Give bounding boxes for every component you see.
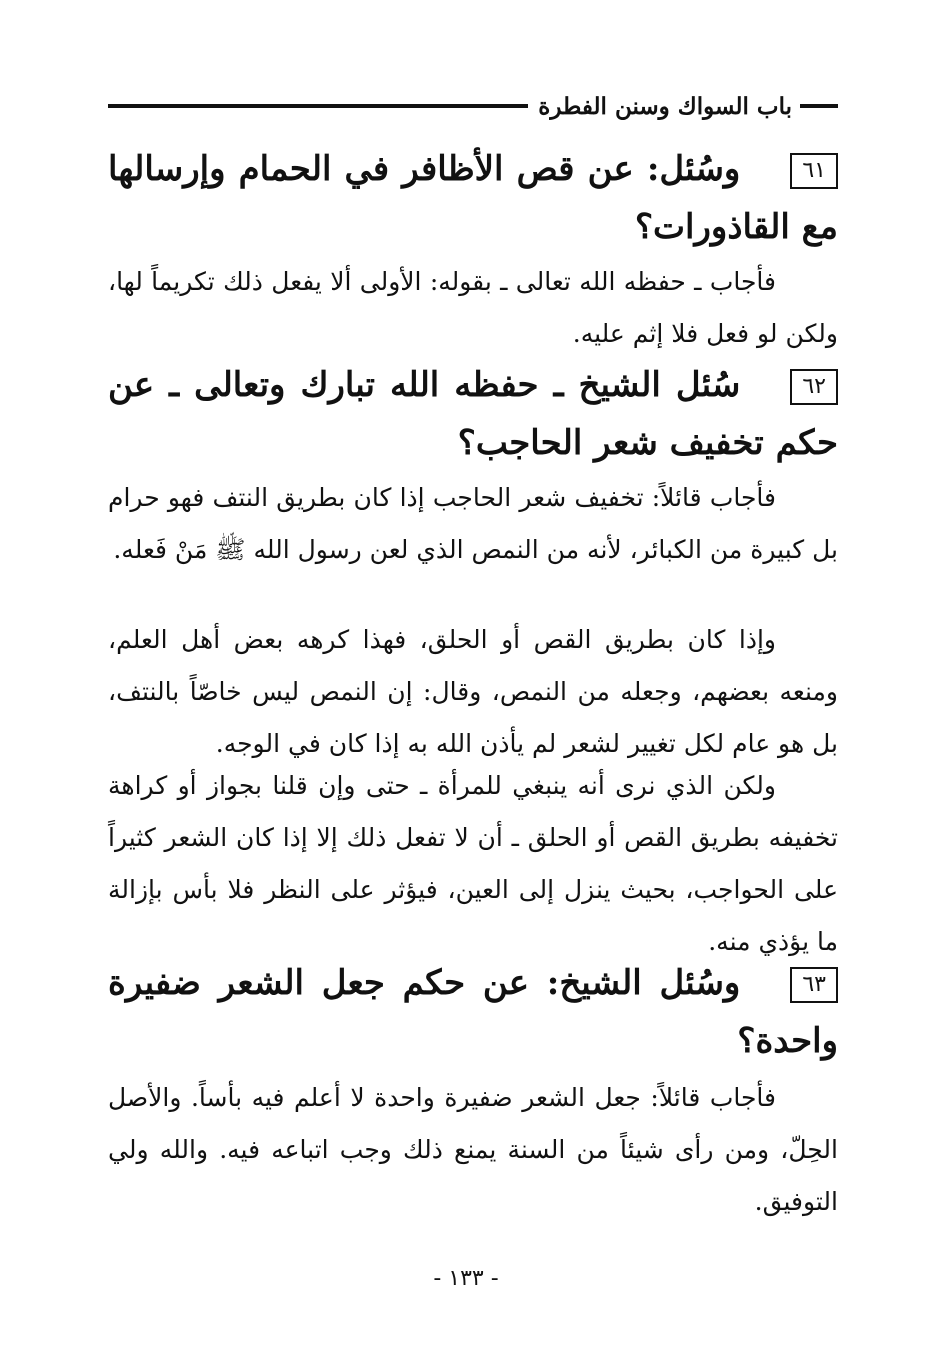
answer-paragraph: فأجاب قائلاً: تخفيف شعر الحاجب إذا كان بطريق النتف فهو حرام بل كبيرة من الكبائر، لأنه من النمص الذي لعن رسول الله ﷺ مَنْ فَعله. (108, 483, 838, 564)
question-number-box: ٦٢ (790, 369, 838, 405)
question-62 (108, 356, 838, 472)
header-rule-right (800, 104, 838, 108)
question-number-box: ٦٣ (790, 967, 838, 1003)
header-rule-left (108, 104, 528, 108)
question-61 (108, 140, 838, 256)
question-text: سُئل الشيخ ـ حفظه الله تبارك وتعالى ـ عن حكم تخفيف شعر الحاجب؟ (108, 365, 838, 463)
answer-paragraph: ولكن الذي نرى أنه ينبغي للمرأة ـ حتى وإن قلنا بجواز أو كراهة تخفيفه بطريق القص أو الحلق ـ أن لا تفعل ذلك إلا إذا كان الشعر كثيراً على الحواجب، بحيث ينزل إلى العين، فيؤثر على النظر فلا بأس بإزالة ما يؤذي منه. (108, 771, 838, 956)
question-number-box: ٦١ (790, 153, 838, 189)
question-text: وسُئل: عن قص الأظافر في الحمام وإرسالها مع القاذورات؟ (108, 149, 838, 247)
answer-paragraph: فأجاب ـ حفظه الله تعالى ـ بقوله: الأولى ألا يفعل ذلك تكريماً لها، ولكن لو فعل فلا إثم عليه. (108, 267, 838, 348)
running-header (108, 86, 838, 126)
page-number: - ١٣٣ - (433, 1266, 499, 1291)
header-title: باب السواك وسنن الفطرة (538, 92, 792, 120)
answer-paragraph: فأجاب قائلاً: جعل الشعر ضفيرة واحدة لا أعلم فيه بأساً. والأصل الحِلّ، ومن رأى شيئاً من السنة يمنع ذلك وجب اتباعه فيه. والله ولي التوفيق. (108, 1083, 838, 1216)
question-63 (108, 954, 838, 1070)
answer-paragraph: وإذا كان بطريق القص أو الحلق، فهذا كرهه بعض أهل العلم، ومنعه بعضهم، وجعله من النمص، وقال: إن النمص ليس خاصّاً بالنتف، بل هو عام لكل تغيير لشعر لم يأذن الله به إذا كان في الوجه. (108, 625, 838, 758)
question-text: وسُئل الشيخ: عن حكم جعل الشعر ضفيرة واحدة؟ (108, 963, 838, 1061)
